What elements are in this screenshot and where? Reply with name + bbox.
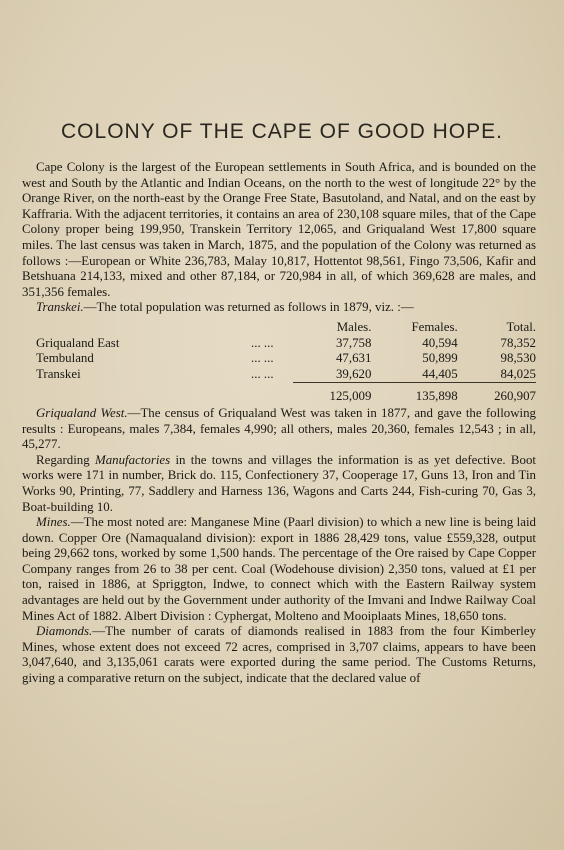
page-title: COLONY OF THE CAPE OF GOOD HOPE. [61, 120, 503, 143]
row-total: 84,025 [458, 367, 536, 383]
row-total: 98,530 [500, 351, 536, 366]
row-name: Transkei [36, 366, 81, 381]
table-row [22, 336, 536, 351]
total-males: 125,009 [329, 388, 372, 403]
table-total-row [22, 382, 536, 404]
griqualand-text: —The census of Griqualand West was taken in 1877, and gave the following results : Europeans, males 7,384, females 4,990; all others, males 20,360, females 12,543 ; in all, 45,277. [22, 405, 536, 452]
total-females: 135,898 [415, 388, 458, 403]
page-body [22, 160, 536, 687]
row-females: 40,594 [422, 336, 458, 351]
transkei-heading: Transkei. [36, 300, 84, 315]
row-males: 47,631 [335, 351, 372, 366]
table-row [22, 351, 536, 366]
population-table [22, 320, 536, 404]
diamonds-text: —The number of carats of diamonds realised in 1883 from the four Kimberley Mines, whose extent does not exceed 72 acres, comprised in 3,707 claims, appears to have been 3,047,640, and 3,135,061 carats were exported during the same period. The Customs Returns, giving a comparative return on the subject, indicate that the declared value of [22, 624, 536, 686]
transkei-paragraph [22, 300, 536, 316]
griqualand-heading: Griqualand West. [36, 405, 128, 420]
intro-paragraph: Cape Colony is the largest of the European settlements in South Africa, and is bounded on the west and South by the Atlantic and Indian Oceans, on the north to the west of longitude 22° by the Orange River, on the north-east by the Orange Free State, Basutoland, and Natal, and on the east by Kaffraria. With the adjacent territories, it contains an area of 230,108 square miles, that of the Cape Colony proper being 199,950, Transkein Territory 12,065, and Griqualand West 17,800 square miles. The last census was taken in March, 1875, and the population of the Colony was returned as follows :—European or White 236,783, Malay 10,817, Hottentot 98,561, Fingo 73,506, Kafir and Betshuana 214,133, mixed and other 87,184, or 720,984 in all, of which 369,628 are males, and 351,356 females. [22, 160, 536, 299]
row-males: 37,758 [335, 336, 372, 351]
row-dots: ... ... [251, 351, 274, 366]
row-name: Griqualand East [36, 336, 120, 351]
table-row [22, 367, 536, 383]
mines-paragraph [22, 515, 536, 624]
mines-heading: Mines. [36, 515, 71, 530]
row-dots: ... ... [251, 366, 274, 381]
table-header-row [22, 320, 536, 336]
diamonds-paragraph [22, 624, 536, 686]
manufactories-heading: Manufactories [94, 452, 171, 467]
manufactories-paragraph [22, 453, 536, 515]
manufactories-pre: Regarding [36, 452, 95, 467]
row-females: 50,899 [422, 351, 458, 366]
row-dots: ... ... [251, 336, 274, 351]
transkei-text: —The total population was returned as follows in 1879, viz. :— [83, 300, 414, 315]
mines-text: —The most noted are: Manganese Mine (Paarl division) to which a new line is being laid down. Copper Ore (Namaqualand division): export in 1886 28,429 tons, value £559,328, output being 29,662 tons, worked by some 1,500 hands. The percentage of the Ore raised by Cape Copper Company ranges from 26 to 38 per cent. Coal (Wodehouse division) 2,350 tons, valued at £1 per ton, raised in 1886, at Spriggton, Indwe, to connect which with the Eastern Railway system advantages are held out by the Government under authority of the Imvani and Indwe Railway Coal Mines Act of 1882. Albert Division : Cyphergat, Molteno and Mooiplaats Mines, 18,650 tons. [22, 515, 536, 623]
col-females: Females. [411, 319, 458, 334]
col-males: Males. [336, 319, 372, 334]
col-total: Total. [506, 319, 536, 334]
manufactories-text: in the towns and villages the information is as yet defective. Boot works were 171 in number, Brick do. 115, Confectionery 37, Cooperage 17, Guns 13, Iron and Tin Works 90, Printing, 77, Saddlery and Harness 136, Wagons and Carts 244, Fish-curing 70, Gas 3, Boat-building 10. [22, 452, 537, 514]
griqualand-paragraph [22, 406, 536, 453]
row-males: 39,620 [293, 367, 371, 383]
row-females: 44,405 [371, 367, 457, 383]
diamonds-heading: Diamonds. [36, 624, 93, 639]
row-total: 78,352 [500, 336, 536, 351]
row-name: Tembuland [36, 351, 94, 366]
total-total: 260,907 [494, 388, 536, 403]
